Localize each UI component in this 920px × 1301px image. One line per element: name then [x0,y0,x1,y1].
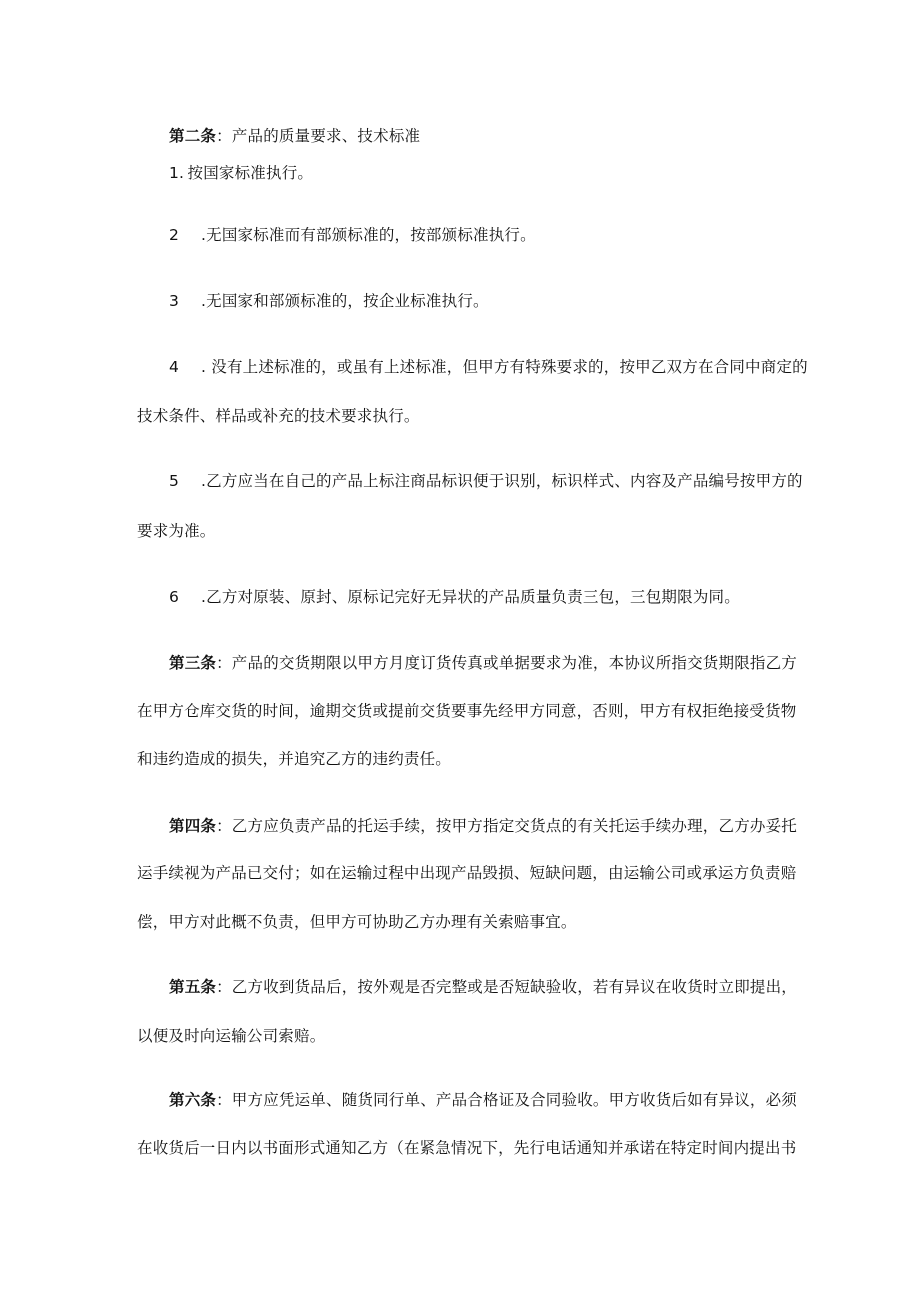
article6-line2: 在收货后一日内以书面形式通知乙方（在紧急情况下，先行电话通知并承诺在特定时间内提出书 [137,1139,797,1157]
item1-number: 1. [169,164,185,182]
article3-line3: 和违约造成的损失，并追究乙方的违约责任。 [137,750,452,768]
article3-line1 [169,652,798,674]
item4-text-line1: . 没有上述标准的，或虽有上述标准，但甲方有特殊要求的，按甲乙双方在合同中商定的 [201,358,808,376]
article4-text-line1: ：乙方应负责产品的托运手续，按甲方指定交货点的有关托运手续办理，乙方办妥托 [216,817,798,835]
article5-line2: 以便及时向运输公司索赔。 [137,1027,326,1045]
article3-line2: 在甲方仓库交货的时间，逾期交货或提前交货要事先经甲方同意，否则，甲方有权拒绝接受货物 [137,702,797,720]
article2-colon: ： [216,127,232,145]
article2-item5-line2: 要求为准。 [137,522,216,540]
item2-number: 2 [169,226,180,244]
article2-item4-line2: 技术条件、样品或补充的技术要求执行。 [137,407,420,425]
article2-item2 [169,224,819,246]
item5-text-line1: .乙方应当在自己的产品上标注商品标识便于识别，标识样式、内容及产品编号按甲方的 [201,472,803,490]
article3-text-line1: ：产品的交货期限以甲方月度订货传真或单据要求为准，本协议所指交货期限指乙方 [216,654,798,672]
article2-item6 [169,586,819,608]
item6-text: .乙方对原装、原封、原标记完好无异状的产品质量负责三包，三包期限为同。 [201,588,740,606]
article2-item3 [169,290,819,312]
item5-number: 5 [169,472,180,490]
article2-item4-line1 [169,356,808,378]
article2-label: 第二条 [169,127,217,145]
article5-text-line1: ：乙方收到货品后，按外观是否完整或是否短缺验收，若有异议在收货时立即提出， [216,978,798,996]
article5-line1 [169,976,798,998]
article4-line1 [169,815,798,837]
article6-text-line1: ：甲方应凭运单、随货同行单、产品合格证及合同验收。甲方收货后如有异议，必须 [216,1091,798,1109]
article4-line3: 偿，甲方对此概不负责，但甲方可协助乙方办理有关索赔事宜。 [137,913,577,931]
article4-label: 第四条 [169,817,217,835]
article2-heading-text: 产品的质量要求、技术标准 [231,127,421,145]
article5-label: 第五条 [169,978,217,996]
article2-heading [169,125,819,147]
item6-number: 6 [169,588,180,606]
item2-text: .无国家标准而有部颁标准的，按部颁标准执行。 [201,226,536,244]
item3-text: .无国家和部颁标准的，按企业标准执行。 [201,292,489,310]
item3-number: 3 [169,292,180,310]
article2-item1 [169,162,819,184]
article6-label: 第六条 [169,1091,217,1109]
article3-label: 第三条 [169,654,217,672]
item4-number: 4 [169,358,180,376]
article6-line1 [169,1089,798,1111]
article4-line2: 运手续视为产品已交付；如在运输过程中出现产品毁损、短缺问题，由运输公司或承运方负责赔 [137,864,797,882]
article2-item5-line1 [169,470,803,492]
item1-text: 按国家标准执行。 [187,164,314,182]
